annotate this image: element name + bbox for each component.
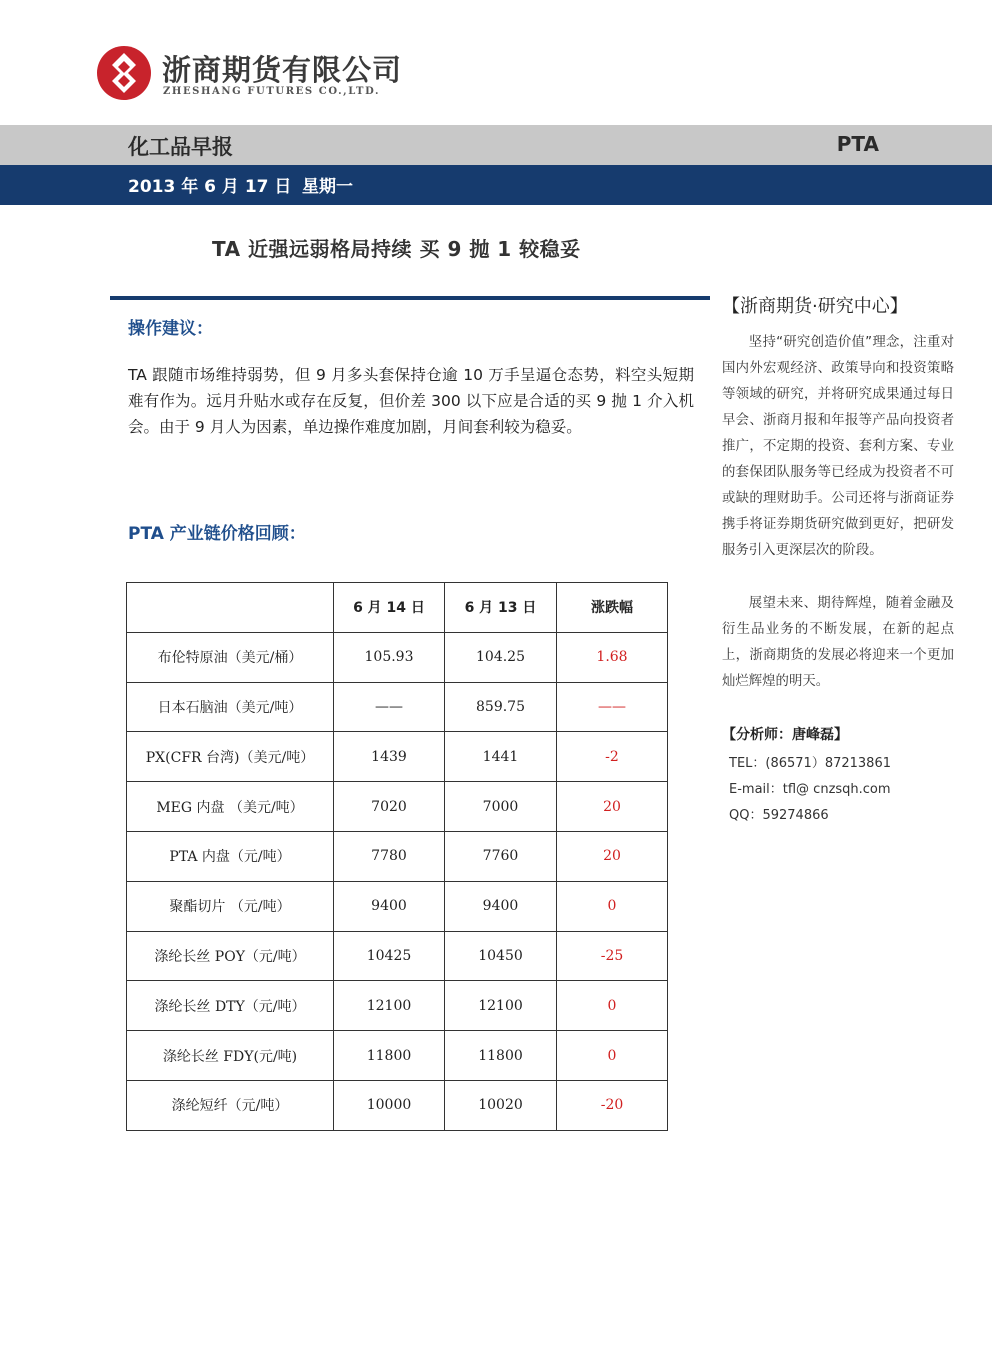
row-jun13: 9400 bbox=[445, 881, 557, 931]
row-change: 20 bbox=[557, 831, 668, 881]
header-cell-item bbox=[127, 583, 334, 633]
header-cell-jun14: 6 月 14 日 bbox=[334, 583, 445, 633]
row-jun14: 105.93 bbox=[334, 632, 445, 682]
row-name: MEG 内盘 （美元/吨） bbox=[127, 782, 334, 832]
row-jun13: 859.75 bbox=[445, 682, 557, 732]
date-bar bbox=[0, 165, 992, 205]
row-name: 涤纶短纤（元/吨） bbox=[127, 1080, 334, 1130]
row-name: PX(CFR 台湾)（美元/吨） bbox=[127, 732, 334, 782]
table-row bbox=[127, 1080, 668, 1130]
row-change: -2 bbox=[557, 732, 668, 782]
row-jun14: 10000 bbox=[334, 1080, 445, 1130]
row-change: -20 bbox=[557, 1080, 668, 1130]
table-row bbox=[127, 1031, 668, 1081]
advice-title: 操作建议： bbox=[128, 319, 213, 339]
price-table bbox=[126, 582, 668, 1131]
row-jun14: 7780 bbox=[334, 831, 445, 881]
price-review-title: PTA 产业链价格回顾： bbox=[128, 524, 306, 544]
row-name: 布伦特原油（美元/桶） bbox=[127, 632, 334, 682]
research-center-title: 【浙商期货·研究中心】 bbox=[722, 296, 908, 317]
row-jun13: 10020 bbox=[445, 1080, 557, 1130]
report-date: 2013 年 6 月 17 日 bbox=[128, 177, 292, 197]
table-row bbox=[127, 981, 668, 1031]
row-jun13: 7760 bbox=[445, 831, 557, 881]
row-jun14: 10425 bbox=[334, 931, 445, 981]
row-jun13: 11800 bbox=[445, 1031, 557, 1081]
table-row bbox=[127, 632, 668, 682]
table-header-row bbox=[127, 583, 668, 633]
row-name: 涤纶长丝 DTY（元/吨） bbox=[127, 981, 334, 1031]
company-name-cn: 浙商期货有限公司 bbox=[162, 53, 403, 87]
header-cell-change: 涨跌幅 bbox=[557, 583, 668, 633]
row-change: 0 bbox=[557, 881, 668, 931]
table-row bbox=[127, 931, 668, 981]
row-name: PTA 内盘（元/吨） bbox=[127, 831, 334, 881]
row-jun13: 104.25 bbox=[445, 632, 557, 682]
row-jun13: 12100 bbox=[445, 981, 557, 1031]
row-jun14: 7020 bbox=[334, 782, 445, 832]
advice-body: TA 跟随市场维持弱势，但 9 月多头套保持仓逾 10 万手呈逼仓态势，料空头短期难有作为。远月升贴水或存在反复，但价差 300 以下应是合适的买 9 抛 1 介入机会。由于 9 月人为因素，单边操作难度加剧，月间套利较为稳妥。 bbox=[128, 366, 694, 436]
row-change: —— bbox=[557, 682, 668, 732]
table-row bbox=[127, 682, 668, 732]
research-center-outlook: 展望未来、期待辉煌，随着金融及衍生品业务的不断发展，在新的起点上，浙商期货的发展必将迎来一个更加灿烂辉煌的明天。 bbox=[722, 596, 954, 689]
row-change: 20 bbox=[557, 782, 668, 832]
research-center-intro: 坚持“研究创造价值”理念，注重对国内外宏观经济、政策导向和投资策略等领域的研究，并将研究成果通过每日早会、浙商月报和年报等产品向投资者推广，不定期的投资、套利方案、专业的套保团队服务等已经成为投资者不可或缺的理财助手。公司还将与浙商证券携手将证券期货研究做到更好，把研发服务引入更深层次的阶段。 bbox=[722, 335, 954, 558]
analyst-qq: QQ：59274866 bbox=[729, 808, 829, 823]
analyst-email: E-mail：tfl@ cnzsqh.com bbox=[729, 782, 891, 797]
table-row bbox=[127, 831, 668, 881]
row-jun14: 11800 bbox=[334, 1031, 445, 1081]
report-weekday: 星期一 bbox=[302, 177, 353, 197]
row-name: 涤纶长丝 POY（元/吨） bbox=[127, 931, 334, 981]
table-row bbox=[127, 881, 668, 931]
analyst-title: 【分析师：唐峰磊】 bbox=[722, 727, 848, 743]
row-name: 聚酯切片 （元/吨） bbox=[127, 881, 334, 931]
headline-divider bbox=[110, 296, 710, 300]
row-jun14: 12100 bbox=[334, 981, 445, 1031]
row-jun13: 10450 bbox=[445, 931, 557, 981]
company-name-en: ZHESHANG FUTURES CO.,LTD. bbox=[163, 86, 381, 97]
row-change: 0 bbox=[557, 981, 668, 1031]
report-type: 化工品早报 bbox=[128, 135, 233, 159]
report-type-bar bbox=[0, 125, 992, 165]
row-jun13: 7000 bbox=[445, 782, 557, 832]
row-jun13: 1441 bbox=[445, 732, 557, 782]
zheshang-logo-icon bbox=[96, 45, 152, 101]
row-jun14: 9400 bbox=[334, 881, 445, 931]
row-jun14: 1439 bbox=[334, 732, 445, 782]
report-headline: TA 近强远弱格局持续 买 9 抛 1 较稳妥 bbox=[212, 237, 581, 261]
header-cell-jun13: 6 月 13 日 bbox=[445, 583, 557, 633]
commodity-label: PTA bbox=[836, 132, 879, 156]
analyst-tel: TEL：(86571）87213861 bbox=[729, 756, 891, 771]
row-change: 1.68 bbox=[557, 632, 668, 682]
row-change: 0 bbox=[557, 1031, 668, 1081]
table-row bbox=[127, 732, 668, 782]
table-row bbox=[127, 782, 668, 832]
row-change: -25 bbox=[557, 931, 668, 981]
row-jun14: —— bbox=[334, 682, 445, 732]
row-name: 涤纶长丝 FDY(元/吨) bbox=[127, 1031, 334, 1081]
row-name: 日本石脑油（美元/吨） bbox=[127, 682, 334, 732]
